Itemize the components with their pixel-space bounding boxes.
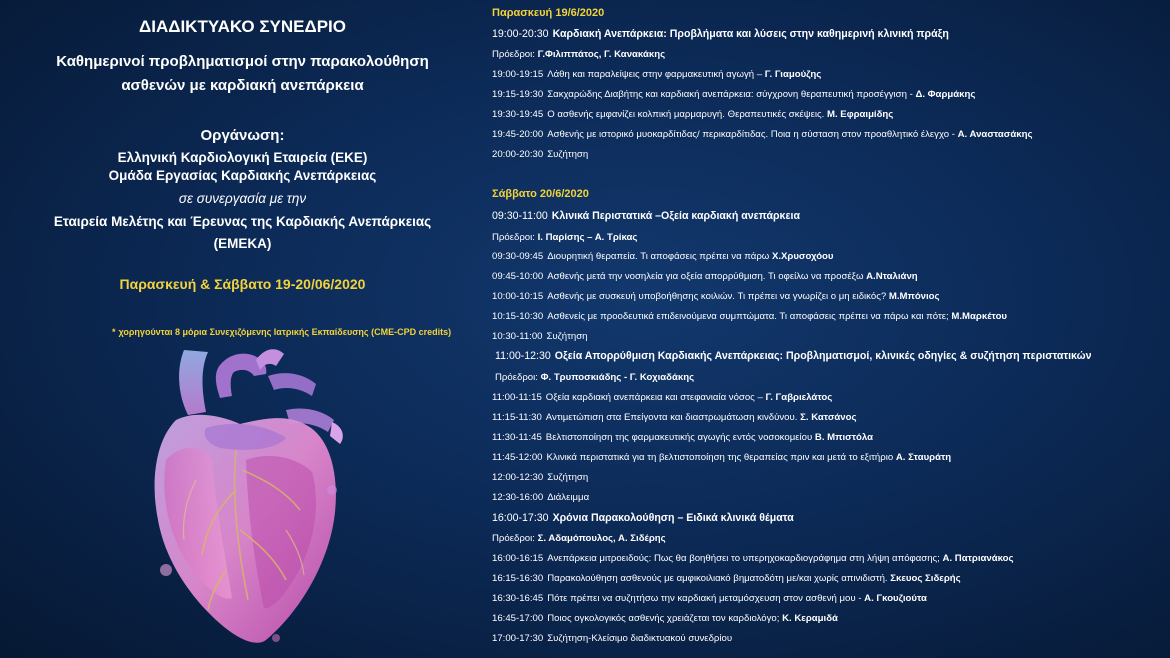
talk-speaker: Σ. Κατσάνος <box>800 412 857 423</box>
talk-title: Αντιμετώπιση στα Επείγοντα και διαστρωμάτωση κινδύνου. <box>545 412 801 423</box>
talk-title: Σακχαρώδης Διαβήτης και καρδιακή ανεπάρκεια: σύγχρονη θεραπευτική προσέγγιση - <box>547 89 916 100</box>
talk-time: 12:00-12:30 <box>492 472 544 483</box>
talk-time: 11:45-12:00 <box>492 452 543 463</box>
chairs-row <box>492 533 666 545</box>
talk-time: 16:00-16:15 <box>492 553 544 564</box>
talk-speaker: Α. Σταυράτη <box>895 452 952 463</box>
talk-row <box>492 593 927 605</box>
talk-speaker: Μ. Εφραιμίδης <box>826 109 894 120</box>
talk-time: 11:00-11:15 <box>492 392 542 403</box>
talk-title: Συζήτηση <box>547 472 589 483</box>
talk-time: 16:15-16:30 <box>492 573 544 584</box>
talk-title: Κλινικά περιστατικά για τη βελτιστοποίηση της θεραπείας πριν και μετά το εξιτήριο <box>546 452 896 463</box>
talk-time: 16:45-17:00 <box>492 613 544 624</box>
talk-title: Βελτιστοποίηση της φαρμακευτικής αγωγής εντός νοσοκομείου <box>545 432 815 443</box>
chairs-label: Πρόεδροι: <box>492 232 535 243</box>
talk-row <box>492 613 838 625</box>
poster-left-panel <box>0 0 485 658</box>
program-panel <box>492 0 1168 658</box>
credits-text: χορηγούνται 8 μόρια Συνεχιζόμενης Ιατρικής Εκπαίδευσης (CME-CPD credits) <box>118 327 452 337</box>
talk-speaker: Β. Μπιστόλα <box>814 432 873 443</box>
talk-time: 10:00-10:15 <box>492 291 544 302</box>
talk-title: Οξεία καρδιακή ανεπάρκεια και στεφανιαία νόσος – <box>545 392 766 403</box>
event-dates: Παρασκευή & Σάββατο 19-20/06/2020 <box>119 276 366 292</box>
chairs-names: Ι. Παρίσης – Α. Τρίκας <box>537 232 638 243</box>
talk-row <box>492 492 589 504</box>
talk-title: Ποιος ογκολογικός ασθενής χρειάζεται τον καρδιολόγο; <box>547 613 783 624</box>
talk-time: 17:00-17:30 <box>492 633 544 644</box>
organizer-1: Ελληνική Καρδιολογική Εταιρεία (ΕΚΕ) <box>117 150 368 165</box>
talk-title: Διουρητική θεραπεία. Τι αποφάσεις πρέπει να πάρω <box>547 251 772 262</box>
talk-speaker: Α. Πατριανάκος <box>942 553 1014 564</box>
talk-row <box>492 553 1014 565</box>
session-row <box>492 512 794 524</box>
talk-title: Συζήτηση <box>546 331 588 342</box>
talk-row <box>492 311 1007 323</box>
talk-speaker: Α.Νταλιάνη <box>866 271 918 282</box>
session-title: Κλινικά Περιστατικά –Οξεία καρδιακή ανεπάρκεια <box>551 210 800 222</box>
talk-time: 19:30-19:45 <box>492 109 544 120</box>
event-type-title: ΔΙΑΔΙΚΤΥΑΚΟ ΣΥΝΕΔΡΙΟ <box>139 17 346 36</box>
heart-illustration <box>136 340 361 655</box>
talk-title: Ο ασθενής εμφανίζει κολπική μαρμαρυγή. Θεραπευτικές σκέψεις. <box>547 109 827 120</box>
talk-row <box>492 89 975 101</box>
chairs-names: Γ.Φιλιππάτος, Γ. Κανακάκης <box>537 49 666 60</box>
collaboration-text: σε συνεργασία με την <box>178 191 307 206</box>
talk-speaker: Μ.Μαρκέτου <box>951 311 1008 322</box>
session-row <box>492 28 949 40</box>
organization-label: Οργάνωση: <box>200 127 285 144</box>
talk-row <box>492 271 918 283</box>
session-title: Καρδιακή Ανεπάρκεια: Προβλήματα και λύσεις στην καθημερινή κλινική πράξη <box>552 28 949 40</box>
talk-time: 11:30-11:45 <box>492 432 542 443</box>
chairs-names: Φ. Τρυποσκιάδης - Γ. Κοχιαδάκης <box>540 372 695 383</box>
talk-row <box>492 331 587 343</box>
session-time: 11:00-12:30 <box>495 350 551 362</box>
talk-row <box>492 109 893 121</box>
subtitle-line-2: ασθενών με καρδιακή ανεπάρκεια <box>121 77 364 94</box>
talk-time: 10:30-11:00 <box>492 331 543 342</box>
talk-speaker: Α. Γκουζιούτα <box>864 593 927 604</box>
talk-title: Ανεπάρκεια μιτροειδούς: Πως θα βοηθήσει το υπερηχοκαρδιογράφημα στη λήψη απόφασης; <box>547 553 943 564</box>
talk-row <box>492 432 873 444</box>
subtitle-line-1: Καθημερινοί προβληματισμοί στην παρακολούθηση <box>56 53 429 70</box>
chairs-row <box>492 232 637 244</box>
talk-time: 19:45-20:00 <box>492 129 544 140</box>
talk-row <box>492 291 940 303</box>
chairs-row <box>495 372 694 384</box>
organizer-2: Ομάδα Εργασίας Καρδιακής Ανεπάρκειας <box>108 168 377 183</box>
talk-title: Συζήτηση-Κλείσιμο διαδικτυακού συνεδρίου <box>547 633 733 644</box>
talk-time: 11:15-11:30 <box>492 412 542 423</box>
talk-time: 12:30-16:00 <box>492 492 544 503</box>
talk-speaker: Μ.Μπόνιος <box>888 291 940 302</box>
talk-speaker: Σκευος Σιδερής <box>890 573 961 584</box>
day-1-heading: Παρασκευή 19/6/2020 <box>492 7 605 19</box>
talk-row <box>492 129 1032 141</box>
talk-row <box>492 412 856 424</box>
chairs-row <box>492 49 665 61</box>
cme-credits-note <box>112 327 451 337</box>
chairs-label: Πρόεδροι: <box>495 372 538 383</box>
talk-title: Παρακολούθηση ασθενούς με αμφικοιλιακό βηματοδότη με/και χωρίς απινιδιστή. <box>547 573 891 584</box>
talk-row <box>492 472 588 484</box>
session-row <box>495 350 1091 362</box>
talk-row <box>492 452 951 464</box>
session-time: 19:00-20:30 <box>492 28 549 40</box>
talk-time: 19:15-19:30 <box>492 89 544 100</box>
credits-asterisk: * <box>112 327 116 337</box>
partner-line-2: (ΕΜΕΚΑ) <box>213 236 272 251</box>
talk-time: 09:30-09:45 <box>492 251 544 262</box>
talk-row <box>492 69 821 81</box>
partner-line-1: Εταιρεία Μελέτης και Έρευνας της Καρδιακής Ανεπάρκειας <box>53 214 432 229</box>
talk-speaker: Γ. Γαβριελάτος <box>765 392 833 403</box>
talk-row <box>492 251 834 263</box>
session-title: Χρόνια Παρακολούθηση – Ειδικά κλινικά θέματα <box>552 512 794 524</box>
chairs-label: Πρόεδροι: <box>492 533 535 544</box>
chairs-label: Πρόεδροι: <box>492 49 535 60</box>
talk-speaker: Δ. Φαρμάκης <box>915 89 976 100</box>
talk-title: Ασθενείς με προοδευτικά επιδεινούμενα συμπτώματα. Τι αποφάσεις πρέπει να πάρω και πότε; <box>547 311 952 322</box>
talk-time: 10:15-10:30 <box>492 311 544 322</box>
talk-speaker: Χ.Χρυσοχόου <box>771 251 834 262</box>
talk-row <box>492 392 832 404</box>
session-title: Οξεία Απορρύθμιση Καρδιακής Ανεπάρκειας: Προβληματισμοί, κλινικές οδηγίες & συζήτηση περιστατικών <box>554 350 1092 362</box>
talk-title: Συζήτηση <box>547 149 589 160</box>
talk-speaker: Α. Αναστασάκης <box>957 129 1033 140</box>
talk-title: Ασθενής με συσκευή υποβοήθησης κοιλιών. Τι πρέπει να γνωρίζει ο μη ειδικός? <box>547 291 889 302</box>
session-row <box>492 210 800 222</box>
session-time: 16:00-17:30 <box>492 512 549 524</box>
talk-speaker: Γ. Γιαμούζης <box>764 69 822 80</box>
talk-row <box>492 633 732 645</box>
day-2-heading: Σάββατο 20/6/2020 <box>492 188 589 200</box>
talk-title: Διάλειμμα <box>547 492 590 503</box>
talk-time: 19:00-19:15 <box>492 69 544 80</box>
talk-title: Πότε πρέπει να συζητήσω την καρδιακή μεταμόσχευση στον ασθενή μου - <box>547 593 865 604</box>
talk-title: Λάθη και παραλείψεις στην φαρμακευτική αγωγή – <box>547 69 765 80</box>
talk-speaker: Κ. Κεραμιδά <box>782 613 838 624</box>
talk-time: 09:45-10:00 <box>492 271 544 282</box>
talk-title: Ασθενής μετά την νοσηλεία για οξεία απορρύθμιση. Τι οφείλω να προσέξω <box>547 271 867 282</box>
talk-title: Ασθενής με ιστορικό μυοκαρδίτιδας/ περικαρδίτιδας. Ποια η σύσταση στον προαθλητικό έλεγχο - <box>547 129 958 140</box>
session-time: 09:30-11:00 <box>492 210 548 222</box>
talk-row <box>492 149 588 161</box>
talk-time: 16:30-16:45 <box>492 593 544 604</box>
talk-row <box>492 573 961 585</box>
chairs-names: Σ. Αδαμόπουλος, Α. Σιδέρης <box>537 533 666 544</box>
talk-time: 20:00-20:30 <box>492 149 544 160</box>
